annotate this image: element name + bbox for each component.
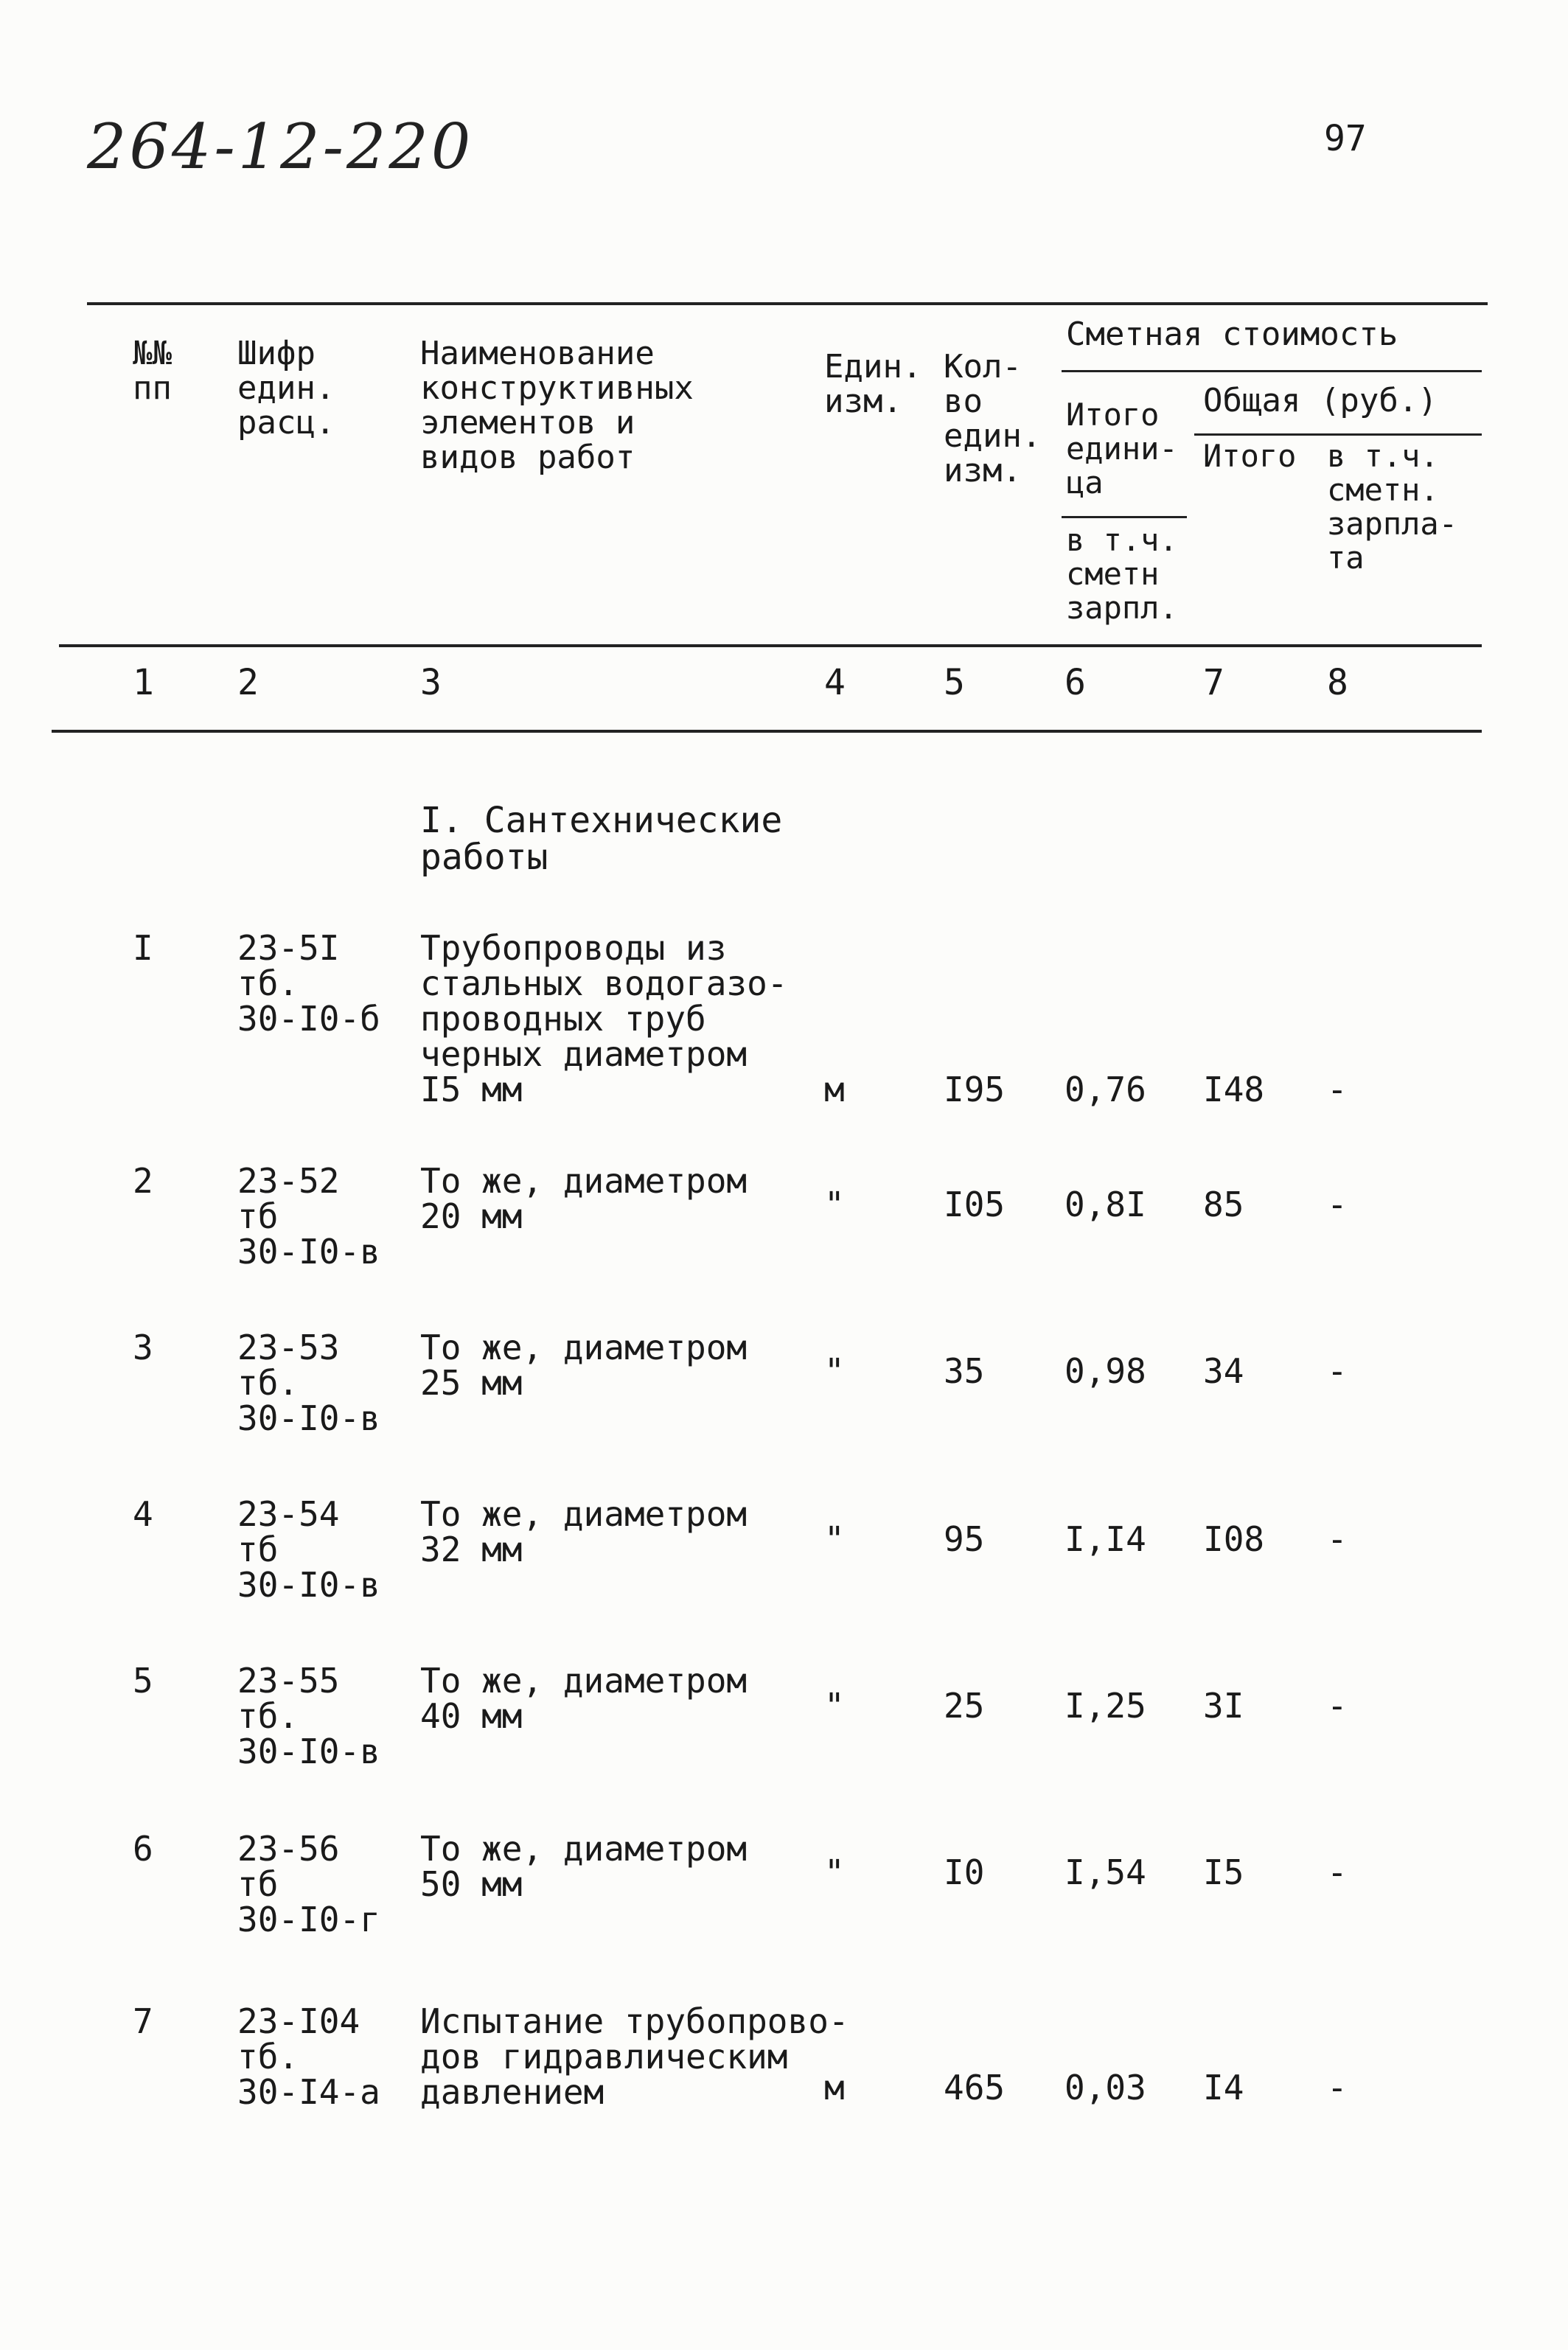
table-row xyxy=(0,1161,1568,1272)
row-name: Испытание трубопрово- дов гидравлическим давлением xyxy=(420,2001,849,2112)
row-number: I xyxy=(133,928,153,968)
row-unit-cost: I,54 xyxy=(1065,1852,1146,1892)
row-number: 5 xyxy=(133,1661,153,1701)
column-number-4: 4 xyxy=(824,662,846,703)
row-number: 7 xyxy=(133,2001,153,2041)
row-wage: - xyxy=(1327,1519,1348,1559)
column-number-3: 3 xyxy=(420,662,442,703)
row-number: 4 xyxy=(133,1494,153,1534)
header-col-unit-cost: Итого едини- ца xyxy=(1066,397,1178,501)
row-code: 23-52 тб 30-I0-в xyxy=(237,1161,380,1272)
row-wage: - xyxy=(1327,1686,1348,1726)
header-col-number: №№ пп xyxy=(133,335,172,407)
unit-split-rule xyxy=(1062,516,1187,518)
row-qty: 465 xyxy=(944,2068,1006,2107)
header-col-total: Итого xyxy=(1203,438,1297,474)
row-unit: " xyxy=(824,1852,845,1892)
row-code: 23-53 тб. 30-I0-в xyxy=(237,1328,380,1438)
row-unit: " xyxy=(824,1351,845,1391)
header-col-qty: Кол- во един. изм. xyxy=(944,348,1042,489)
row-total: I5 xyxy=(1203,1852,1244,1892)
row-name: То же, диаметром 20 мм xyxy=(420,1161,748,1236)
row-qty: I0 xyxy=(944,1852,985,1892)
header-col-unit: Един. изм. xyxy=(824,348,922,420)
row-code: 23-5I тб. 30-I0-б xyxy=(237,928,380,1039)
column-number-8: 8 xyxy=(1327,662,1348,703)
row-name: То же, диаметром 50 мм xyxy=(420,1829,748,1904)
header-col-name: Наименование конструктивных элементов и видов работ xyxy=(420,335,694,476)
row-qty: 25 xyxy=(944,1686,985,1726)
row-unit: " xyxy=(824,1519,845,1559)
group-rule xyxy=(1062,370,1482,372)
row-unit-cost: 0,03 xyxy=(1065,2068,1146,2107)
row-total: 34 xyxy=(1203,1351,1244,1391)
row-number: 6 xyxy=(133,1829,153,1869)
header-col-unit-wage: в т.ч. сметн зарпл. xyxy=(1066,522,1178,626)
header-total-rub: Общая (руб.) xyxy=(1203,382,1438,419)
row-unit-cost: 0,8I xyxy=(1065,1185,1146,1224)
row-unit: " xyxy=(824,1185,845,1224)
row-unit: " xyxy=(824,1686,845,1726)
row-name: То же, диаметром 32 мм xyxy=(420,1494,748,1569)
row-number: 2 xyxy=(133,1161,153,1201)
row-number: 3 xyxy=(133,1328,153,1367)
header-group-estimated-cost: Сметная стоимость xyxy=(1066,315,1398,353)
table-row xyxy=(0,1661,1568,1771)
row-name: Трубопроводы из стальных водогазо- проводных труб черных диаметром I5 мм xyxy=(420,928,788,1109)
row-unit-cost: I,I4 xyxy=(1065,1519,1146,1559)
row-wage: - xyxy=(1327,1185,1348,1224)
row-code: 23-54 тб 30-I0-в xyxy=(237,1494,380,1605)
table-row xyxy=(0,1494,1568,1605)
row-name: То же, диаметром 25 мм xyxy=(420,1328,748,1403)
row-unit: м xyxy=(824,2068,845,2107)
row-total: I08 xyxy=(1203,1519,1265,1559)
row-wage: - xyxy=(1327,1351,1348,1391)
row-name: То же, диаметром 40 мм xyxy=(420,1661,748,1736)
row-code: 23-56 тб 30-I0-г xyxy=(237,1829,380,1939)
column-number-7: 7 xyxy=(1203,662,1224,703)
table-row xyxy=(0,1829,1568,1939)
row-qty: I05 xyxy=(944,1185,1006,1224)
row-total: 3I xyxy=(1203,1686,1244,1726)
row-code: 23-55 тб. 30-I0-в xyxy=(237,1661,380,1771)
row-wage: - xyxy=(1327,2068,1348,2107)
row-total: I4 xyxy=(1203,2068,1244,2107)
document-code: 264-12-220 xyxy=(87,111,474,183)
row-wage: - xyxy=(1327,1852,1348,1892)
column-number-6: 6 xyxy=(1065,662,1086,703)
row-unit-cost: 0,98 xyxy=(1065,1351,1146,1391)
table-row xyxy=(0,928,1568,1109)
page-number: 97 xyxy=(1324,118,1367,159)
column-numbers-rule xyxy=(52,730,1482,733)
section-title: I. Сантехнические работы xyxy=(420,800,783,878)
column-number-1: 1 xyxy=(133,662,154,703)
row-code: 23-I04 тб. 30-I4-а xyxy=(237,2001,380,2112)
row-unit-cost: 0,76 xyxy=(1065,1070,1146,1109)
row-unit-cost: I,25 xyxy=(1065,1686,1146,1726)
table-top-rule xyxy=(87,302,1488,305)
table-row xyxy=(0,1328,1568,1438)
row-total: I48 xyxy=(1203,1070,1265,1109)
row-qty: I95 xyxy=(944,1070,1006,1109)
header-bottom-rule xyxy=(59,644,1482,647)
column-number-2: 2 xyxy=(237,662,259,703)
row-total: 85 xyxy=(1203,1185,1244,1224)
row-unit: м xyxy=(824,1070,845,1109)
row-wage: - xyxy=(1327,1070,1348,1109)
row-qty: 95 xyxy=(944,1519,985,1559)
header-col-total-wage: в т.ч. сметн. зарпла- та xyxy=(1327,438,1458,576)
total-rule xyxy=(1194,433,1482,436)
row-qty: 35 xyxy=(944,1351,985,1391)
header-col-code: Шифр един. расц. xyxy=(237,335,335,442)
column-number-5: 5 xyxy=(944,662,965,703)
